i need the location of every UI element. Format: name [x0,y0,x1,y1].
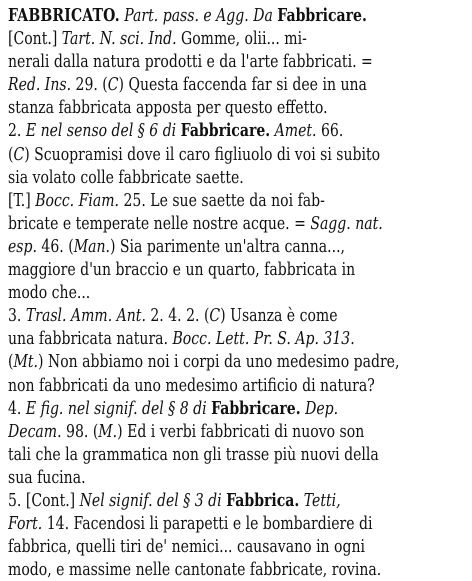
entry-line [8,350,462,373]
citation-text: C [107,74,119,96]
entry-text: ) Sia parimente un'altra canna..., [109,235,346,257]
entry-line [8,281,462,304]
entry-text: [Cont.] [8,28,62,50]
entry-text: ) Non abbiamo noi i corpi da uno medesimo padre, [37,351,400,373]
cross-reference: Fabbrica. [226,489,300,511]
entry-text: ( [8,143,14,165]
entry-text: modo che... [8,282,91,304]
entry-line [8,166,462,189]
citation-text: Nel signif. del § 3 di [79,489,227,511]
citation-text: E nel senso del § 6 di [25,120,181,142]
dictionary-entry-fabbricato [8,4,464,581]
entry-line [8,73,462,96]
citation-text: Bocc. Fiam. [35,189,119,211]
entry-text: sua fucina. [8,466,86,488]
entry-line [8,420,462,443]
cross-reference: Fabbricare. [211,397,301,419]
entry-line [8,558,462,581]
entry-text: 5. [Cont.] [8,489,80,511]
entry-line [8,535,462,558]
entry-line [8,4,462,27]
entry-line [8,96,462,119]
entry-text: maggiore d'un braccio e un quarto, fabbricata in [8,259,356,281]
citation-text: Tetti, [303,489,341,511]
entry-text: 2. 4. 2. ( [145,305,210,327]
citation-text: Part. pass. e Agg. Da [119,5,278,26]
entry-text: 98. ( [61,420,99,442]
entry-text: 46. ( [36,235,74,257]
entry-text: ) Ed i verbi fabbricati di nuovo son [117,420,365,442]
entry-line [8,512,462,535]
entry-line [8,212,462,235]
entry-text: bricate e temperate nelle nostre acque. = [8,212,311,234]
entry-text: una fabbricata natura. [8,328,173,350]
citation-text: Amet. [274,120,317,142]
entry-text: nerali dalla natura prodotti e da l'arte fabbricati. = [8,51,373,73]
headword: FABBRICATO. [8,5,120,26]
citation-text: Man. [73,235,110,257]
entry-text: [T.] [8,189,36,211]
citation-text: Dep. [305,397,339,419]
citation-text: C [13,143,25,165]
entry-line [8,143,462,166]
entry-text: ) Usanza è come [220,305,338,327]
entry-line [8,50,462,73]
entry-text: 2. [8,120,26,142]
entry-text: 66. [316,120,344,142]
entry-text: tali che la grammatica non gli trasse più nuovi della [8,443,379,465]
entry-text: modo, e massime nelle cantonate fabbricate, rovina. [8,559,382,581]
citation-text: C [209,305,221,327]
cross-reference: Fabbricare. [180,120,271,142]
entry-text: 3. [8,305,26,327]
entry-text: fabbrica, quelli tiri de' nemici... causavano in ogni [8,536,366,558]
entry-line [8,489,462,512]
entry-line [8,235,462,258]
citation-text: Bocc. Lett. Pr. S. Ap. [172,328,319,350]
citation-text: esp. [8,235,37,257]
citation-text: Fort. [8,513,43,535]
entry-text: Gomme, olii... mi- [176,28,307,50]
entry-text: non fabbricati da uno medesimo artificio di natura? [8,374,375,396]
citation-text: M. [98,420,118,442]
citation-text: Tart. N. sci. Ind. [61,28,177,50]
entry-line [8,27,462,50]
entry-line [8,327,462,350]
entry-text: 29. ( [71,74,108,96]
entry-line [8,466,462,489]
citation-text: Red. Ins. [8,74,72,96]
entry-line [8,443,462,466]
entry-line [8,374,462,397]
entry-text: 14. Facendosi li parapetti e le bombardiere di [42,513,373,535]
entry-line [8,397,462,420]
entry-text: sia volato colle fabbricate saette. [8,166,244,188]
entry-text: 4. [8,397,26,419]
entry-line [8,119,462,142]
citation-text: E fig. nel signif. del § 8 di [25,397,212,419]
entry-text: ) Scuopramisi dove il caro figliuolo di voi si subito [24,143,381,165]
cross-reference: Fabbricare. [277,5,367,26]
entry-line [8,189,462,212]
entry-text: 25. Le sue saette da noi fab- [118,189,325,211]
entry-line [8,304,462,327]
citation-text: 313. [323,328,355,350]
entry-text: ( [8,351,14,373]
citation-text: Trasl. Amm. Ant. [25,305,146,327]
entry-text: ) Questa faccenda far si dee in una [118,74,367,96]
entry-line [8,258,462,281]
citation-text: Decam. [8,420,62,442]
citation-text: Sagg. nat. [310,212,383,234]
citation-text: Mt. [13,351,38,373]
entry-text: stanza fabbricata apposta per questo effetto. [8,97,328,119]
